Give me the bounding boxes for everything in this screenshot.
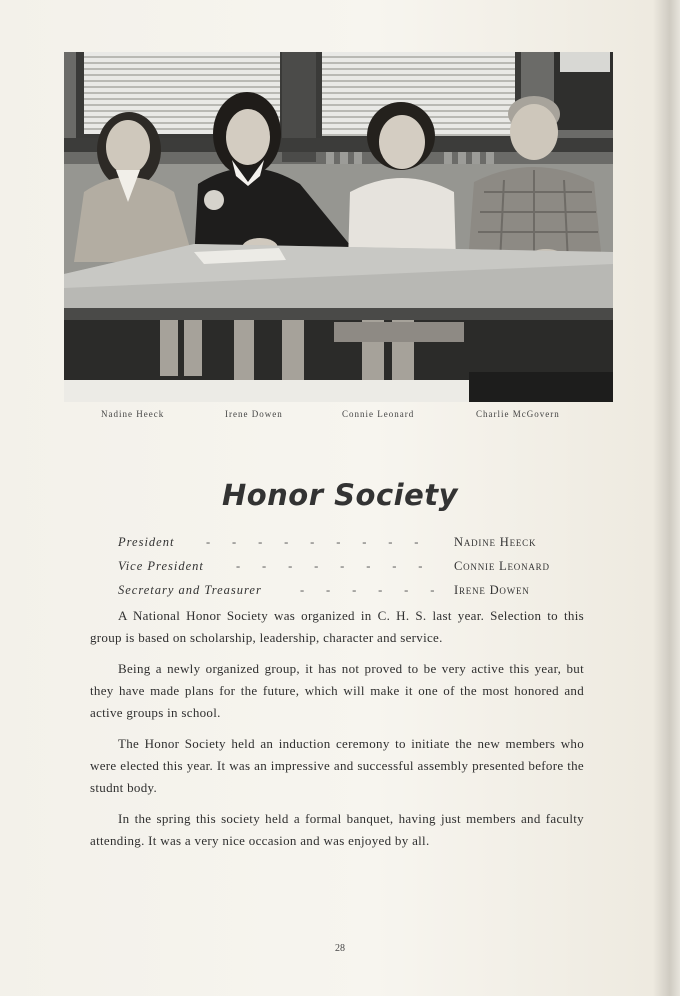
leader-dots: - - - - - - <box>300 583 435 597</box>
page-title: Honor Society <box>221 478 459 512</box>
officer-name: Connie Leonard <box>454 559 550 573</box>
paragraph-4: In the spring this society held a formal banquet, having just members and faculty attending. It was a very nice occasion and was enjoyed by all. <box>90 811 584 848</box>
officer-row-president <box>118 535 568 553</box>
leader-dots: - - - - - - - - <box>236 559 423 573</box>
paragraph-1: A National Honor Society was organized in C. H. S. last year. Selection to this group is based on scholarship, leadership, character and service. <box>90 608 584 645</box>
officer-role: Vice President <box>118 559 204 573</box>
caption-name-3: Connie Leonard <box>342 409 415 419</box>
group-photo <box>64 52 613 402</box>
officer-role: President <box>118 535 175 549</box>
paragraph-2: Being a newly organized group, it has not proved to be very active this year, but they have made plans for the future, which will make it one of the most honored and active groups in school. <box>90 661 584 720</box>
caption-name-2: Irene Dowen <box>225 409 283 419</box>
page-number: 28 <box>335 943 345 954</box>
officer-role: Secretary and Treasurer <box>118 583 262 597</box>
officer-name: Irene Dowen <box>454 583 530 597</box>
officer-row-vice-president <box>118 559 568 577</box>
paragraph-3: The Honor Society held an induction ceremony to initiate the new members who were elected this year. It was an impressive and successful assembly presented before the studnt body. <box>90 736 584 795</box>
photo-captions <box>0 409 680 423</box>
caption-name-1: Nadine Heeck <box>101 409 165 419</box>
caption-name-4: Charlie McGovern <box>476 409 560 419</box>
officer-name: Nadine Heeck <box>454 535 537 549</box>
leader-dots: - - - - - - - - - <box>206 535 419 549</box>
group-photo-image <box>64 52 613 402</box>
officer-row-secretary-treasurer <box>118 583 568 601</box>
